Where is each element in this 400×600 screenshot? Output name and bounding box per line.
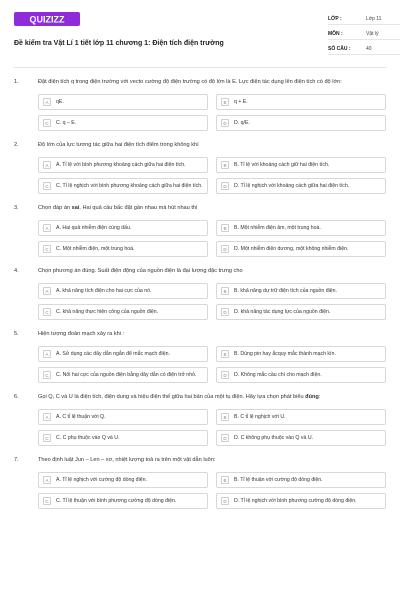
option-text: B. Tỉ lệ với khoảng cách giữ hai điện tích.	[234, 161, 330, 168]
option-letter-box: C	[43, 182, 51, 190]
option-letter-box: D	[221, 371, 229, 379]
answer-options	[38, 94, 386, 131]
option-text: C. Tỉ lệ nghịch với bình phương khoảng cách giữa hai điện tích.	[56, 182, 203, 189]
answer-option-b[interactable]	[216, 409, 386, 425]
answer-option-b[interactable]	[216, 283, 386, 299]
question-header	[14, 267, 386, 277]
answer-option-b[interactable]	[216, 220, 386, 236]
question-header	[14, 141, 386, 151]
option-text: D. Tỉ lệ nghịch với bình phương cường độ dòng điện.	[234, 497, 357, 504]
option-text: D. khả năng tác dụng lực của nguồn điện.	[234, 308, 331, 315]
option-text: A. C tỉ lệ thuận với Q.	[56, 413, 106, 420]
document-title: Đề kiểm tra Vật Lí 1 tiết lớp 11 chương 1: Điện tích điện trường	[14, 40, 224, 47]
option-text: B. C tỉ lệ nghịch với U.	[234, 413, 286, 420]
meta-label: LỚP :	[328, 15, 342, 22]
option-text: A. Sử dụng các dây dẫn ngắn để mắc mạch điện.	[56, 350, 170, 357]
option-text: C. khả năng thực hiện công của nguồn điện.	[56, 308, 159, 315]
answer-option-a[interactable]	[38, 157, 208, 173]
question-header	[14, 78, 386, 88]
option-letter-box: A	[43, 98, 51, 106]
question-text-part: :	[318, 394, 321, 400]
option-text: C. Nối hai cực của nguồn điện bằng dây dẫn có điện trở nhỏ.	[56, 371, 197, 378]
option-text: B. Tỉ lệ thuận với cường độ dòng điện.	[234, 476, 323, 483]
option-letter-box: A	[43, 287, 51, 295]
meta-label: MÔN :	[328, 30, 343, 37]
option-text: D. Một nhiễm điện dương, một không nhiễm điện.	[234, 245, 349, 252]
worksheet-header	[14, 10, 386, 60]
option-letter-box: D	[221, 182, 229, 190]
answer-option-a[interactable]	[38, 283, 208, 299]
answer-option-b[interactable]	[216, 94, 386, 110]
question-7	[14, 456, 386, 509]
option-letter-box: D	[221, 308, 229, 316]
answer-options	[38, 283, 386, 320]
option-text: D. C không phụ thuộc vào Q và U.	[234, 434, 314, 441]
meta-row-class	[328, 13, 400, 25]
question-emphasis: đúng	[305, 394, 319, 400]
option-letter-box: A	[43, 413, 51, 421]
answer-option-d[interactable]	[216, 241, 386, 257]
answer-options	[38, 220, 386, 257]
option-letter-box: C	[43, 434, 51, 442]
answer-option-a[interactable]	[38, 94, 208, 110]
question-1	[14, 78, 386, 131]
option-text: A. khả năng tích điện cho hai cực của nó.	[56, 287, 152, 294]
answer-options	[38, 157, 386, 194]
question-header	[14, 393, 386, 403]
option-letter-box: B	[221, 350, 229, 358]
answer-option-d[interactable]	[216, 304, 386, 320]
meta-row-subject	[328, 28, 400, 40]
question-4	[14, 267, 386, 320]
question-text: Đặt điện tích q trong điện trường với vecto cường độ điện trường có độ lớn là E. Lực điện tác dụng lên điện tích có độ lớn:	[38, 79, 342, 85]
question-number: 3.	[14, 205, 19, 211]
answer-option-c[interactable]	[38, 178, 208, 194]
option-letter-box: C	[43, 119, 51, 127]
option-text: C. C phụ thuộc vào Q và U.	[56, 434, 120, 441]
question-3	[14, 204, 386, 257]
meta-panel	[328, 13, 400, 58]
question-text: Theo định luật Jun – Len – xơ, nhiệt lượng toả ra trên một vật dẫn luôn:	[38, 457, 216, 463]
answer-options	[38, 472, 386, 509]
option-letter-box: A	[43, 224, 51, 232]
question-header	[14, 330, 386, 340]
option-letter-box: C	[43, 371, 51, 379]
meta-label: SỐ CÂU :	[328, 45, 351, 52]
question-emphasis: sai	[71, 205, 80, 211]
option-text: A. Tỉ lệ với bình phương khoảng cách giữa hai điện tích.	[56, 161, 186, 168]
answer-options	[38, 346, 386, 383]
option-letter-box: A	[43, 476, 51, 484]
answer-option-c[interactable]	[38, 367, 208, 383]
option-letter-box: C	[43, 308, 51, 316]
option-text: C. Một nhiễm điện, một trung hoà.	[56, 245, 135, 252]
logo-text: QUIZIZZ	[29, 14, 65, 25]
meta-value: Lớp 11	[366, 15, 382, 22]
option-text: D. q/E.	[234, 119, 250, 126]
option-letter-box: D	[221, 434, 229, 442]
question-text	[38, 393, 386, 403]
option-letter-box: D	[221, 245, 229, 253]
question-number: 2.	[14, 142, 19, 148]
meta-value: 40	[366, 45, 372, 52]
question-5	[14, 330, 386, 383]
answer-option-b[interactable]	[216, 346, 386, 362]
question-header	[14, 204, 386, 214]
question-6	[14, 393, 386, 446]
option-letter-box: B	[221, 476, 229, 484]
question-text-part: Chọn đáp án	[38, 205, 72, 211]
answer-options	[38, 409, 386, 446]
question-text-part: . Hai quả cầu bấc đặt gần nhau mà hút nhau thì	[79, 205, 198, 211]
option-letter-box: B	[221, 224, 229, 232]
meta-row-count	[328, 43, 400, 55]
question-number: 5.	[14, 331, 19, 337]
option-letter-box: C	[43, 497, 51, 505]
answer-option-a[interactable]	[38, 220, 208, 236]
option-text: qE.	[56, 98, 64, 105]
question-number: 1.	[14, 79, 19, 85]
answer-option-d[interactable]	[216, 430, 386, 446]
answer-option-a[interactable]	[38, 346, 208, 362]
answer-option-d[interactable]	[216, 115, 386, 131]
answer-option-b[interactable]	[216, 472, 386, 488]
option-text: q + E.	[234, 98, 248, 105]
question-2	[14, 141, 386, 194]
question-number: 6.	[14, 394, 19, 400]
header-divider	[14, 67, 386, 68]
answer-option-a[interactable]	[38, 472, 208, 488]
option-letter-box: B	[221, 161, 229, 169]
answer-option-c[interactable]	[38, 493, 208, 509]
answer-option-d[interactable]	[216, 178, 386, 194]
answer-option-d[interactable]	[216, 493, 386, 509]
answer-option-b[interactable]	[216, 157, 386, 173]
option-letter-box: A	[43, 350, 51, 358]
question-number: 4.	[14, 268, 19, 274]
question-text: Chọn phương án đúng. Suất điện động của nguồn điện là đại lượng đặc trưng cho	[38, 268, 243, 274]
meta-value: Vật lý	[366, 30, 379, 37]
answer-option-a[interactable]	[38, 409, 208, 425]
option-text: B. Dùng pin hay ắcquy mắc thành mạch kín.	[234, 350, 336, 357]
option-letter-box: A	[43, 161, 51, 169]
question-list	[14, 78, 386, 519]
answer-option-c[interactable]	[38, 241, 208, 257]
option-text: D. Tỉ lệ nghịch với khoảng cách giữa hai điện tích.	[234, 182, 350, 189]
question-header	[14, 456, 386, 466]
question-text: Độ lớn của lực tương tác giữa hai điện tích điểm trong không khí	[38, 142, 199, 148]
question-text-part: Gọi Q, C và U là điện tích, điện dung và hiệu điện thế giữa hai bản của một tụ điện. Hãy lựa chọn phát biểu	[38, 394, 306, 400]
option-letter-box: C	[43, 245, 51, 253]
question-number: 7.	[14, 457, 19, 463]
option-text: C. Tỉ lệ thuận với bình phương cường độ dòng điện.	[56, 497, 177, 504]
option-text: B. Một nhiễm điện âm, một trung hoà.	[234, 224, 321, 231]
option-letter-box: B	[221, 413, 229, 421]
quizizz-logo	[14, 12, 80, 26]
answer-option-c[interactable]	[38, 115, 208, 131]
question-text	[38, 204, 386, 214]
answer-option-d[interactable]	[216, 367, 386, 383]
option-text: A. Tỉ lệ nghịch với cường độ dòng điện.	[56, 476, 147, 483]
option-text: C. q – E.	[56, 119, 77, 126]
answer-option-c[interactable]	[38, 304, 208, 320]
option-text: A. Hai quả nhiễm điện cùng dấu.	[56, 224, 132, 231]
option-letter-box: D	[221, 497, 229, 505]
option-letter-box: D	[221, 119, 229, 127]
question-text: Hiện tượng đoản mạch xảy ra khi :	[38, 331, 125, 337]
option-letter-box: B	[221, 287, 229, 295]
option-text: B. khả năng dự trữ điện tích của nguồn điện.	[234, 287, 337, 294]
option-letter-box: B	[221, 98, 229, 106]
option-text: D. Không mắc cầu chì cho mạch điện.	[234, 371, 322, 378]
answer-option-c[interactable]	[38, 430, 208, 446]
